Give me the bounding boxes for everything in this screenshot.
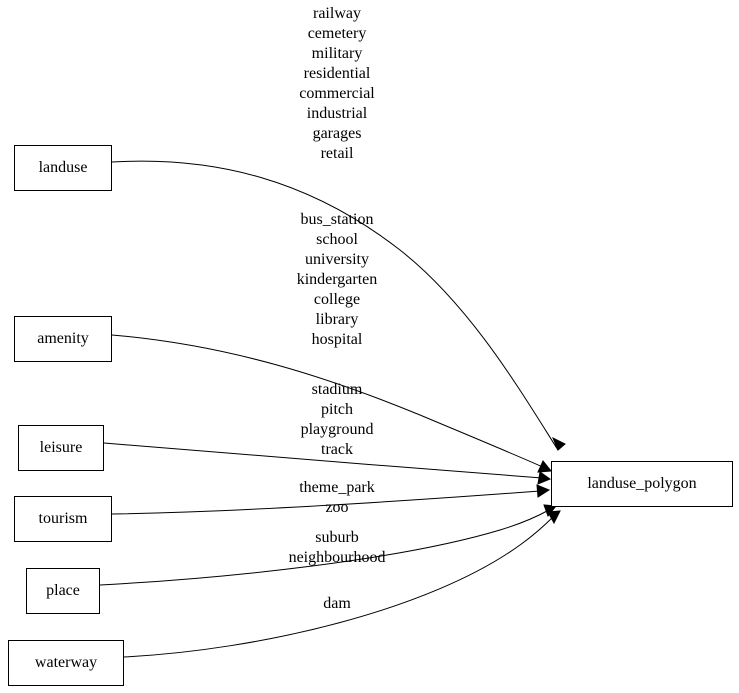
node-landuse[interactable] [14,145,112,191]
node-waterway[interactable] [8,640,124,686]
leisure-edge-label: stadium pitch playground track [300,381,374,458]
node-tourism[interactable] [14,496,112,542]
tourism-edge-label: theme_park zoo [299,479,375,516]
amenity-edge-label: bus_station school university kindergarten college library hospital [296,211,378,348]
node-leisure[interactable] [18,425,104,471]
node-tourism-label: tourism [38,510,88,527]
landuse-edge-label: railway cemetery military residential commercial industrial garages retail [299,5,375,162]
node-place[interactable] [26,568,100,614]
node-amenity-label: amenity [37,330,89,347]
node-leisure-label: leisure [39,439,83,456]
node-amenity[interactable] [14,316,112,362]
node-landuse-polygon[interactable] [551,461,733,507]
node-waterway-label: waterway [34,654,98,671]
node-place-label: place [46,582,80,599]
node-landuse-label: landuse [38,159,88,176]
node-landuse-polygon-label: landuse_polygon [587,475,697,492]
place-edge-label: suburb neighbourhood [288,529,386,566]
waterway-edge-label: dam [323,595,351,612]
